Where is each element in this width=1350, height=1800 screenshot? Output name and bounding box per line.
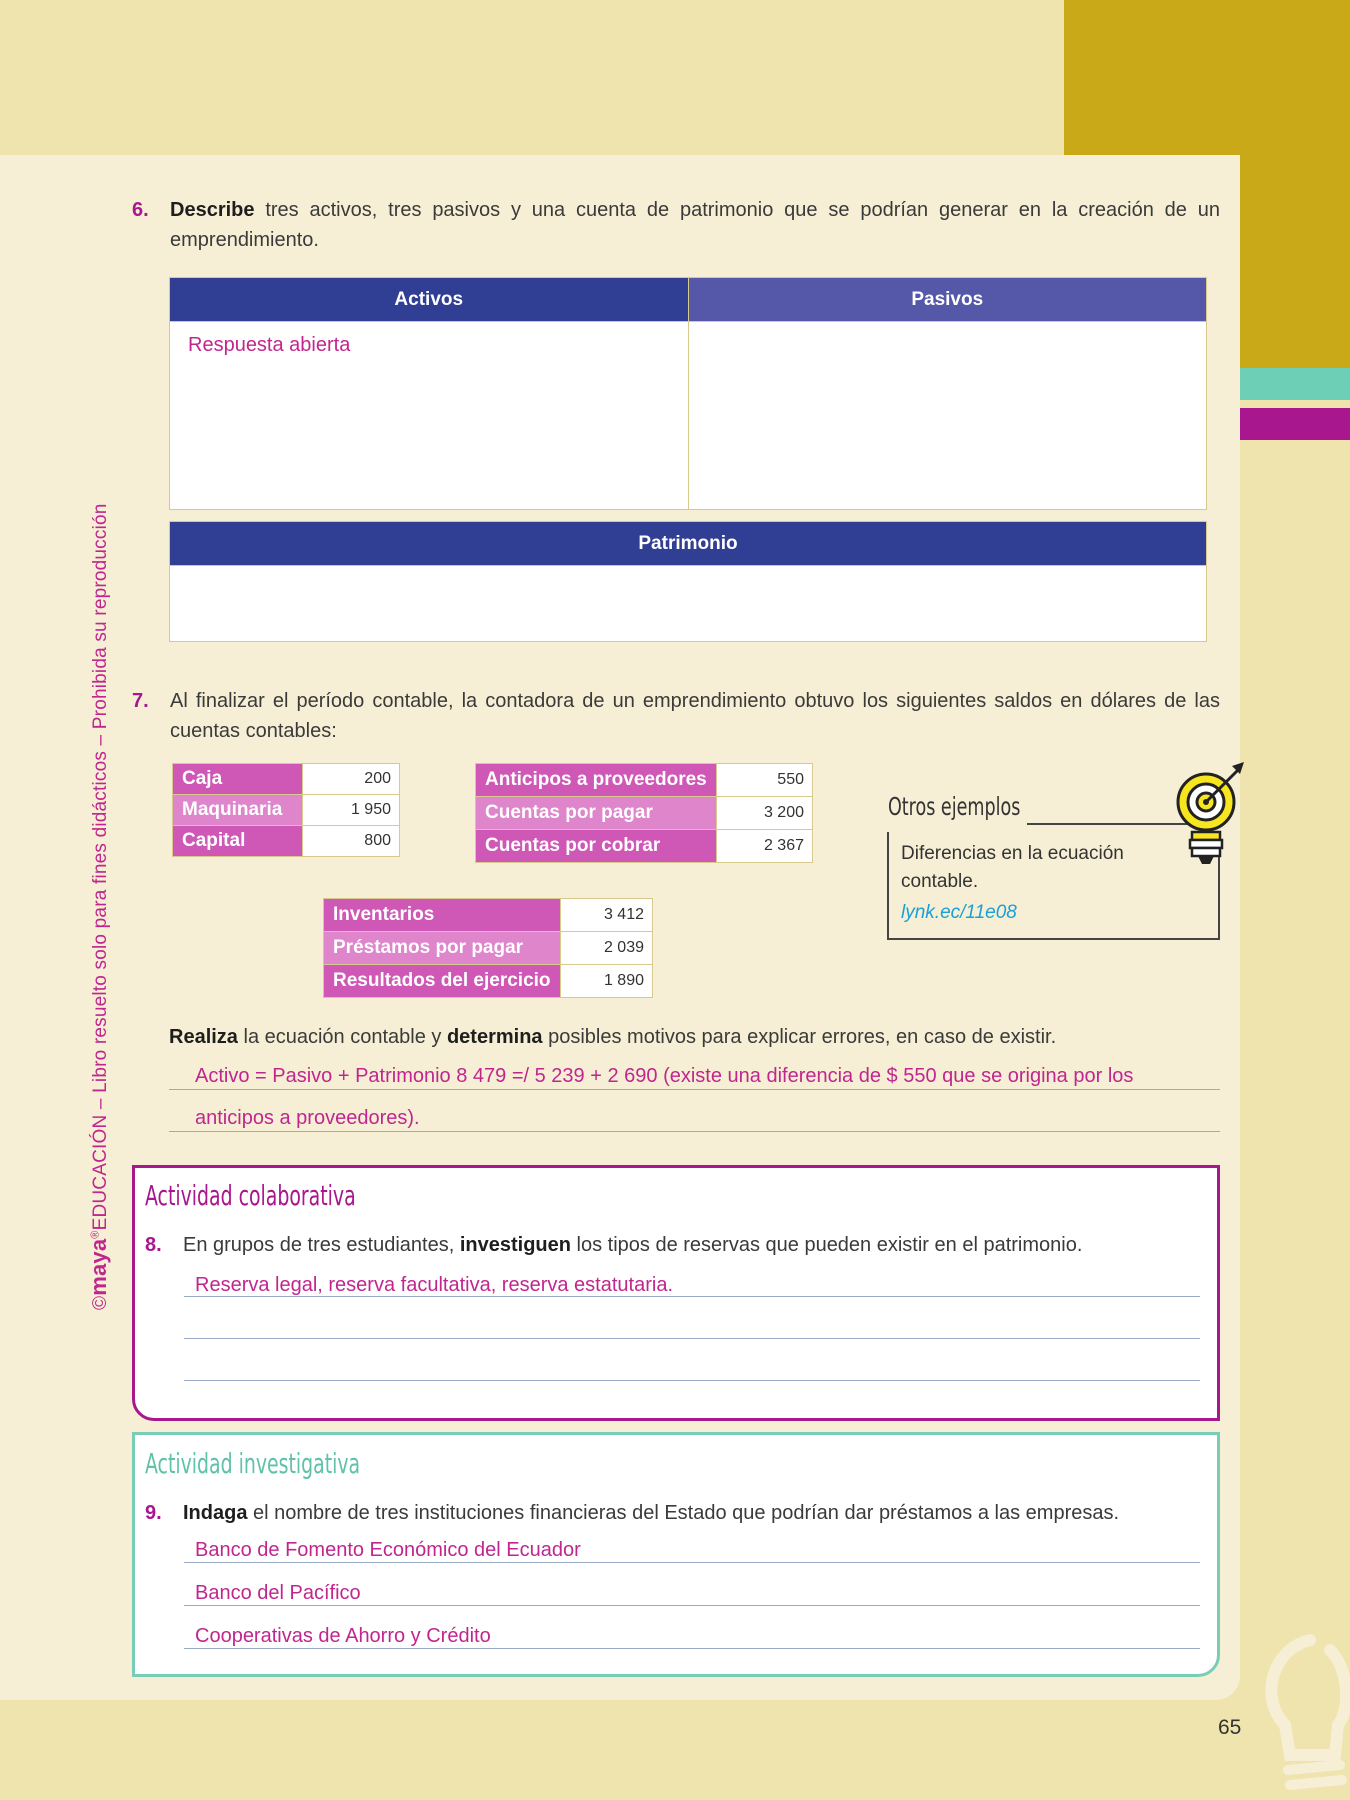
question-text: Al finalizar el período contable, la contadora de un emprendimiento obtuvo los siguientes saldos en dólares de las cuentas contables: xyxy=(170,690,1220,742)
answer-rule xyxy=(184,1296,1200,1297)
side-tab-magenta xyxy=(1240,408,1350,440)
answer-rule xyxy=(184,1648,1200,1649)
question-verb: Describe xyxy=(170,199,255,221)
table-row: Cuentas por cobrar 2 367 xyxy=(476,830,813,863)
activos-answer-cell[interactable]: Respuesta abierta xyxy=(170,322,689,510)
answer-line: Banco del Pacífico xyxy=(195,1582,361,1604)
patrimonio-table xyxy=(169,521,1207,642)
question-number: 7. xyxy=(132,690,149,712)
accounts-table-1 xyxy=(172,763,400,857)
answer-rule xyxy=(184,1338,1200,1339)
question-text: tres activos, tres pasivos y una cuenta de patrimonio que se podrían generar en la creación de un emprendimiento. xyxy=(170,199,1220,251)
table-row: Préstamos por pagar 2 039 xyxy=(324,932,653,965)
question-8: 8. En grupos de tres estudiantes, investiguen los tipos de reservas que pueden existir en el patrimonio. xyxy=(145,1230,1205,1260)
table-row: Inventarios 3 412 xyxy=(324,899,653,932)
activos-header: Activos xyxy=(170,278,689,322)
lightbulb-watermark-icon xyxy=(1250,1630,1350,1800)
answer-line-2: anticipos a proveedores). xyxy=(195,1107,420,1129)
otros-ejemplos-description: Diferencias en la ecuación contable. xyxy=(901,843,1124,892)
bottom-band xyxy=(0,1700,1350,1800)
otros-ejemplos-title: Otros ejemplos xyxy=(888,792,1021,821)
patrimonio-answer-cell[interactable] xyxy=(170,566,1207,642)
answer-rule xyxy=(184,1562,1200,1563)
answer-rule xyxy=(169,1089,1220,1090)
side-tab-teal xyxy=(1240,368,1350,400)
question-number: 8. xyxy=(145,1234,162,1256)
question-6 xyxy=(132,195,1220,255)
table-row: Maquinaria 1 950 xyxy=(173,795,400,826)
instruction-verb: determina xyxy=(446,1026,543,1048)
answer-rule xyxy=(169,1131,1220,1132)
activos-pasivos-table xyxy=(169,277,1207,510)
otros-ejemplos-link[interactable]: lynk.ec/11e08 xyxy=(901,902,1017,923)
question-7 xyxy=(132,686,1220,746)
answer-rule xyxy=(184,1605,1200,1606)
question-9: 9. Indaga el nombre de tres instituciones financieras del Estado que podrían dar préstamos a las empresas. xyxy=(145,1498,1205,1528)
answer-rule xyxy=(184,1380,1200,1381)
accounts-table-2 xyxy=(475,763,813,863)
patrimonio-header: Patrimonio xyxy=(170,522,1207,566)
corner-decoration xyxy=(1064,0,1350,155)
top-band xyxy=(0,0,1064,155)
page-number: 65 xyxy=(1218,1716,1242,1739)
question-7-instruction: Realiza la ecuación contable y determina posibles motivos para explicar errores, en caso de existir. xyxy=(169,1026,1057,1048)
question-verb: Indaga xyxy=(183,1502,248,1524)
instruction-verb: Realiza xyxy=(169,1026,238,1048)
table-row: Cuentas por pagar 3 200 xyxy=(476,797,813,830)
table-row: Caja 200 xyxy=(173,764,400,795)
table-row: Anticipos a proveedores 550 xyxy=(476,764,813,797)
actividad-investigativa-title: Actividad investigativa xyxy=(145,1447,361,1480)
answer-line: Reserva legal, reserva facultativa, reserva estatutaria. xyxy=(195,1274,673,1296)
answer-line: Cooperativas de Ahorro y Crédito xyxy=(195,1625,491,1647)
accounts-table-3 xyxy=(323,898,653,998)
pasivos-answer-cell[interactable] xyxy=(688,322,1207,510)
table-row: Capital 800 xyxy=(173,826,400,857)
side-tab-gold xyxy=(1240,155,1350,368)
question-number: 6. xyxy=(132,199,149,221)
answer-line: Banco de Fomento Económico del Ecuador xyxy=(195,1539,581,1561)
pasivos-header: Pasivos xyxy=(688,278,1207,322)
question-number: 9. xyxy=(145,1502,162,1524)
table-row: Resultados del ejercicio 1 890 xyxy=(324,965,653,998)
question-verb: investiguen xyxy=(459,1234,571,1256)
copyright-sidebar: ©maya®EDUCACIÓN – Libro resuelto solo para fines didácticos – Prohibida su reproducción xyxy=(86,503,111,1310)
lightbulb-target-icon xyxy=(1172,760,1250,870)
side-margin xyxy=(1240,440,1350,1700)
actividad-colaborativa-title: Actividad colaborativa xyxy=(145,1179,356,1212)
answer-line-1: Activo = Pasivo + Patrimonio 8 479 =/ 5 239 + 2 690 (existe una diferencia de $ 550 que se origina por los xyxy=(195,1065,1134,1087)
